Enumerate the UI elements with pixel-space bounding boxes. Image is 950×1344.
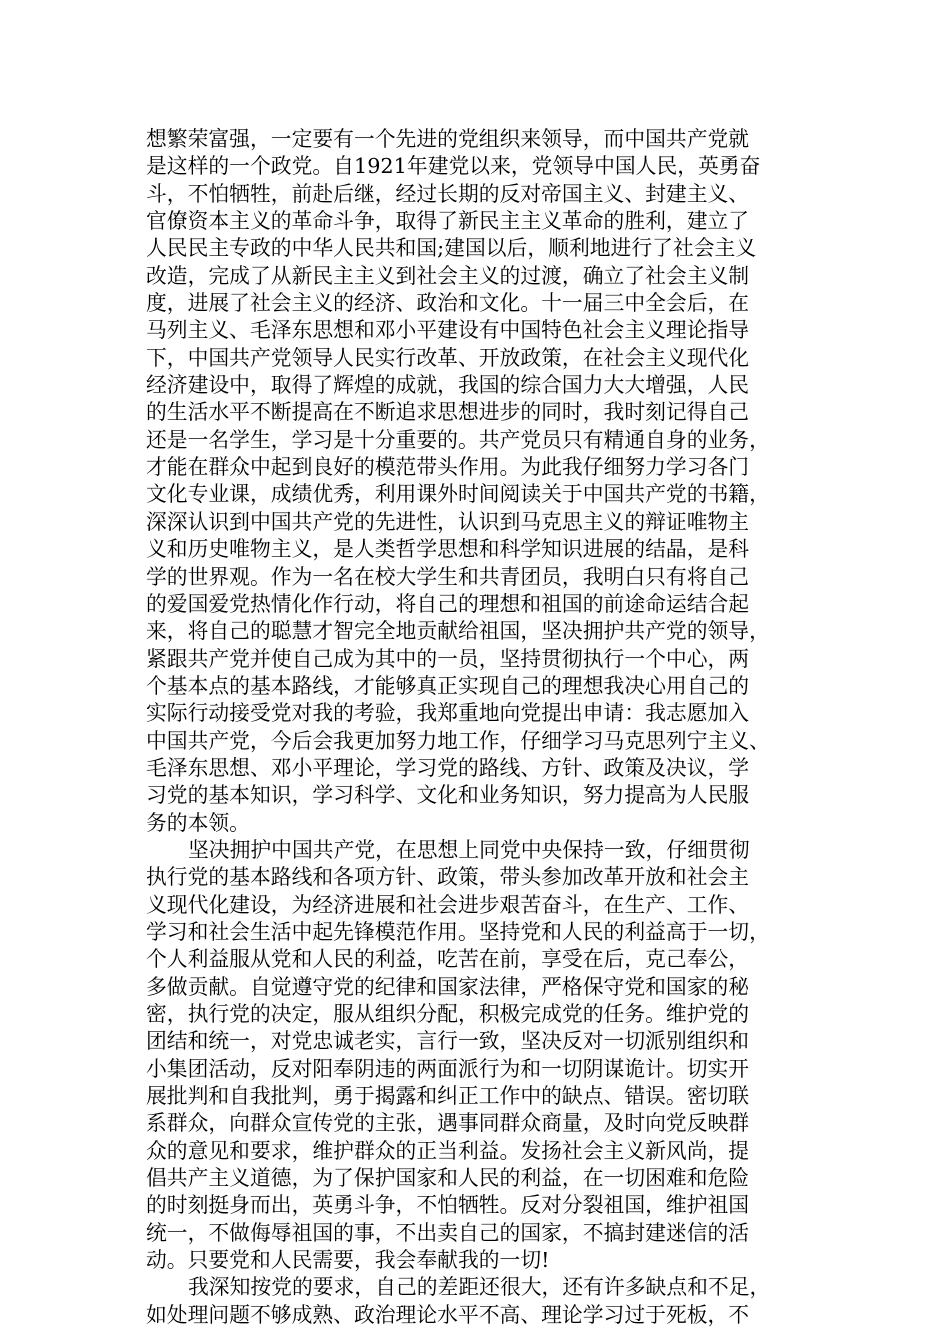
text-line: 想繁荣富强，一定要有一个先进的党组织来领导，而中国共产党就 [146,127,750,151]
text-line: 习党的基本知识，学习科学、文化和业务知识，努力提高为人民服 [146,783,750,808]
text-line: 毛泽东思想、邓小平理论，学习党的路线、方针、政策及决议，学 [146,755,750,780]
text-line: 实际行动接受党对我的考验，我郑重地向党提出申请：我志愿加入 [146,701,750,726]
text-line: 度，进展了社会主义的经济、政治和文化。十一届三中全会后，在 [146,291,750,316]
text-line: 官僚资本主义的革命斗争，取得了新民主主义革命的胜利，建立了 [146,209,750,234]
text-line: 下，中国共产党领导人民实行改革、开放政策，在社会主义现代化 [146,345,750,370]
text-line: 来，将自己的聪慧才智完全地贡献给祖国，坚决拥护共产党的领导， [146,619,770,644]
text-line: 系群众，向群众宣传党的主张，遇事同群众商量，及时向党反映群 [146,1111,750,1136]
text-line: 学的世界观。作为一名在校大学生和共青团员，我明白只有将自己 [146,564,750,589]
text-line: 众的意见和要求，维护群众的正当利益。发扬社会主义新风尚，提 [146,1138,750,1163]
text-line: 义和历史唯物主义，是人类哲学思想和科学知识进展的结晶，是科 [146,537,750,562]
text-line: 倡共产主义道德，为了保护国家和人民的利益，在一切困难和危险 [146,1166,750,1191]
text-line: 统一，不做侮辱祖国的事，不出卖自己的国家，不搞封建迷信的活 [146,1220,750,1245]
text-line: 的时刻挺身而出，英勇斗争，不怕牺牲。反对分裂祖国，维护祖国 [146,1193,750,1218]
text-line: 还是一名学生，学习是十分重要的。共产党员只有精通自身的业务， [146,427,770,452]
text-line: 人民民主专政的中华人民共和国;建国以后，顺利地进行了社会主义 [146,236,757,261]
text-line: 小集团活动，反对阳奉阴违的两面派行为和一切阴谋诡计。切实开 [146,1056,750,1081]
text-line: 学习和社会生活中起先锋模范作用。坚持党和人民的利益高于一切， [146,919,770,944]
text-line: 如处理问题不够成熟、政治理论水平不高、理论学习过于死板，不 [146,1302,750,1327]
text-line: 文化专业课，成绩优秀，利用课外时间阅读关于中国共产党的书籍， [146,482,770,507]
text-line: 团结和统一，对党忠诚老实，言行一致，坚决反对一切派别组织和 [146,1029,750,1054]
text-line: 个人利益服从党和人民的利益，吃苦在前，享受在后，克己奉公， [146,947,750,972]
text-line: 动。只要党和人民需要，我会奉献我的一切! [146,1248,550,1273]
text-line: 多做贡献。自觉遵守党的纪律和国家法律，严格保守党和国家的秘 [146,974,750,999]
text-line: 密，执行党的决定，服从组织分配，积极完成党的任务。维护党的 [146,1002,750,1026]
paragraph-start-line: 我深知按党的要求，自己的差距还很大，还有许多缺点和不足， [188,1275,771,1300]
text-line: 是这样的一个政党。自1921年建党以来，党领导中国人民，英勇奋 [146,154,761,179]
body-text [146,126,826,1329]
text-line: 中国共产党，今后会我更加努力地工作，仔细学习马克思列宁主义、 [146,728,770,753]
text-line: 斗，不怕牺牲，前赴后继，经过长期的反对帝国主义、封建主义、 [146,181,750,206]
text-line: 执行党的基本路线和各项方针、政策，带头参加改革开放和社会主 [146,865,750,890]
text-line: 经济建设中，取得了辉煌的成就，我国的综合国力大大增强，人民 [146,373,750,398]
paragraph-start-line: 坚决拥护中国共产党，在思想上同党中央保持一致，仔细贯彻 [188,837,750,862]
text-line: 马列主义、毛泽东思想和邓小平建设有中国特色社会主义理论指导 [146,318,750,343]
text-line: 才能在群众中起到良好的模范带头作用。为此我仔细努力学习各门 [146,455,750,480]
text-line: 紧跟共产党并使自己成为其中的一员，坚持贯彻执行一个中心，两 [146,646,750,671]
text-line: 义现代化建设，为经济进展和社会进步艰苦奋斗，在生产、工作、 [146,892,750,917]
text-line: 深深认识到中国共产党的先进性，认识到马克思主义的辩证唯物主 [146,509,750,534]
text-line: 的爱国爱党热情化作行动，将自己的理想和祖国的前途命运结合起 [146,591,750,616]
text-line: 展批判和自我批判，勇于揭露和纠正工作中的缺点、错误。密切联 [146,1084,750,1109]
text-line: 务的本领。 [146,810,250,835]
text-line: 的生活水平不断提高在不断追求思想进步的同时，我时刻记得自己 [146,400,750,425]
text-line: 个基本点的基本路线，才能够真正实现自己的理想我决心用自己的 [146,673,750,698]
text-line: 改造，完成了从新民主主义到社会主义的过渡，确立了社会主义制 [146,263,750,288]
